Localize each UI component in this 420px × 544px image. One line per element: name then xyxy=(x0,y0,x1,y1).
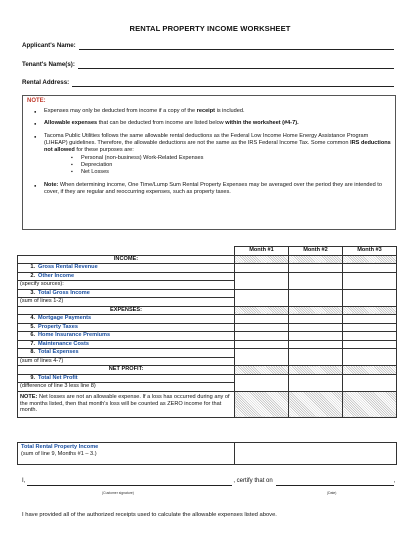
row-sublabel: (difference of line 3 less line 8) xyxy=(18,383,235,392)
not-allowed-list xyxy=(44,155,391,176)
total-income-sublabel: (sum of line 9, Months #1 – 3.) xyxy=(21,450,97,457)
line-number: 3. xyxy=(30,289,35,296)
month-3-cell[interactable] xyxy=(343,315,397,324)
line-number: 4. xyxy=(30,315,35,322)
line-number: 1. xyxy=(30,264,35,271)
month-1-cell[interactable] xyxy=(235,289,289,306)
note-bold: Allowable expenses xyxy=(44,120,98,127)
note-bold: receipt xyxy=(196,107,216,114)
month-2-cell[interactable] xyxy=(289,332,343,341)
month-3-cell[interactable] xyxy=(343,264,397,273)
profit-section-header: NET PROFIT: xyxy=(18,366,235,375)
month-3-cell[interactable] xyxy=(343,349,397,366)
table-row xyxy=(18,340,397,349)
date-field[interactable] xyxy=(276,479,394,486)
table-header-row xyxy=(18,247,397,256)
row-label: Home Insurance Premiums xyxy=(38,332,111,339)
line-number: 2. xyxy=(30,272,35,279)
line-number: 7. xyxy=(30,340,35,347)
table-row xyxy=(18,349,397,358)
note-text: that can be deducted from income are listed below xyxy=(97,120,226,127)
row-label: Gross Rental Revenue xyxy=(38,264,98,271)
income-section-header: INCOME: xyxy=(18,255,235,264)
table-row xyxy=(18,272,397,281)
line-number: 5. xyxy=(30,323,35,330)
applicant-name-label: Applicant's Name: xyxy=(22,42,76,49)
not-allowed-item: ▪ Net Losses xyxy=(44,169,391,176)
row-label: Total Gross Income xyxy=(38,289,90,296)
row-label: Total Net Profit xyxy=(38,374,78,381)
row-label: Maintenance Costs xyxy=(38,340,89,347)
month-3-cell[interactable] xyxy=(343,340,397,349)
cert-i: I, xyxy=(22,478,26,484)
note-text: for these purposes are: xyxy=(74,147,134,154)
total-income-table xyxy=(17,442,397,465)
note-item-averaging xyxy=(27,182,391,196)
row-sublabel: (specify sources): xyxy=(18,281,235,290)
note-text: is included. xyxy=(215,107,245,114)
row-sublabel: (sum of lines 4-7) xyxy=(18,357,235,366)
row-label: Mortgage Payments xyxy=(38,315,92,322)
note-bold: IRS deductions not allowed xyxy=(44,140,391,154)
income-section-row xyxy=(18,255,397,264)
note-text: Expenses may only be deducted from income if a copy of the xyxy=(44,107,197,114)
table-row xyxy=(18,264,397,273)
not-allowed-item: ▪ Depreciation xyxy=(44,162,391,169)
note-item-allowable xyxy=(27,120,391,127)
note-box xyxy=(22,95,396,230)
note-item-liheap xyxy=(27,133,391,176)
month-1-cell[interactable] xyxy=(235,340,289,349)
line-number: 6. xyxy=(30,332,35,339)
table-row xyxy=(18,374,397,383)
note-item-receipts xyxy=(27,108,391,115)
month-2-cell[interactable] xyxy=(289,264,343,273)
month-1-cell[interactable] xyxy=(235,264,289,273)
table-row xyxy=(18,315,397,324)
tenant-name-field[interactable] xyxy=(78,62,394,69)
month-2-cell[interactable] xyxy=(289,340,343,349)
row-sublabel: (sum of lines 1-2) xyxy=(18,298,235,307)
expenses-section-row xyxy=(18,306,397,315)
row-label: Other Income xyxy=(38,272,75,279)
row-label: Total Expenses xyxy=(38,349,79,356)
month-1-cell[interactable] xyxy=(235,323,289,332)
total-income-row xyxy=(18,443,397,465)
cert-comma: , xyxy=(393,478,396,484)
applicant-name-row xyxy=(22,42,394,50)
month-3-cell[interactable] xyxy=(343,272,397,289)
total-income-label-cell xyxy=(18,443,235,465)
certification-line xyxy=(22,478,397,486)
applicant-name-field[interactable] xyxy=(79,43,394,50)
worksheet-table xyxy=(17,246,397,418)
table-row xyxy=(18,332,397,341)
line-number: 9. xyxy=(30,374,35,381)
note-text: Tacoma Public Utilities follows the same allowable rental deductions as the Federal Low Income Home Energy Assistance Program (LIHEAP) guidelines. Therefore, the allowable deductions are not the same as the IRS Federal Income Tax. Some common xyxy=(44,133,369,147)
month-2-cell[interactable] xyxy=(289,315,343,324)
total-income-label: Total Rental Property Income xyxy=(21,444,99,450)
profit-section-row xyxy=(18,366,397,375)
month-1-cell[interactable] xyxy=(235,332,289,341)
month-2-cell[interactable] xyxy=(289,374,343,391)
table-row xyxy=(18,323,397,332)
cert-certify: , certify that on xyxy=(233,478,273,484)
month-2-cell[interactable] xyxy=(289,289,343,306)
month-1-header: Month #1 xyxy=(235,247,289,256)
note-list xyxy=(27,108,391,197)
note-bold: Note: xyxy=(44,182,59,189)
tenant-name-row xyxy=(22,61,394,69)
month-1-cell[interactable] xyxy=(235,315,289,324)
month-3-header: Month #3 xyxy=(343,247,397,256)
total-income-value[interactable] xyxy=(235,443,397,465)
month-2-header: Month #2 xyxy=(289,247,343,256)
rental-address-row xyxy=(22,79,394,87)
month-3-cell[interactable] xyxy=(343,374,397,391)
month-1-cell[interactable] xyxy=(235,349,289,366)
month-3-cell[interactable] xyxy=(343,332,397,341)
rental-address-field[interactable] xyxy=(72,80,394,87)
note-text: Net losses are not an allowable expense. If a loss has occurred during any of the months listed, then that month's loss will be counted as ZERO income for that month. xyxy=(20,393,230,414)
not-allowed-item: ▪ Personal (non-business) Work-Related Expenses xyxy=(44,155,391,162)
date-caption: (Date) xyxy=(327,491,337,495)
month-1-cell[interactable] xyxy=(235,272,289,289)
note-bold: within the worksheet (#4-7). xyxy=(225,120,299,127)
rental-address-label: Rental Address: xyxy=(22,79,70,86)
tenant-name-label: Tenant's Name(s): xyxy=(22,61,75,68)
month-2-cell[interactable] xyxy=(289,272,343,289)
month-1-cell[interactable] xyxy=(235,374,289,391)
net-loss-note-row xyxy=(18,391,397,417)
page-title: RENTAL PROPERTY INCOME WORKSHEET xyxy=(129,24,291,33)
customer-signature-field[interactable] xyxy=(27,479,232,486)
row-label: Property Taxes xyxy=(38,323,79,330)
signature-caption: (Customer signature) xyxy=(102,491,134,495)
note-text: When determining income, One Time/Lump Sum Rental Property Expenses may be averaged over the period they are intended to cover, if they are regular and reoccurring expenses, such as property taxes. xyxy=(44,182,382,196)
expenses-section-header: EXPENSES: xyxy=(18,306,235,315)
table-row xyxy=(18,289,397,298)
line-number: 8. xyxy=(30,349,35,356)
month-2-cell[interactable] xyxy=(289,349,343,366)
note-bold: NOTE: xyxy=(20,393,38,400)
receipts-statement: I have provided all of the authorized receipts used to calculate the allowable expenses listed above. xyxy=(22,512,277,518)
net-loss-note xyxy=(18,391,235,417)
month-2-cell[interactable] xyxy=(289,323,343,332)
month-3-cell[interactable] xyxy=(343,289,397,306)
note-title: NOTE: xyxy=(27,98,46,104)
month-3-cell[interactable] xyxy=(343,323,397,332)
